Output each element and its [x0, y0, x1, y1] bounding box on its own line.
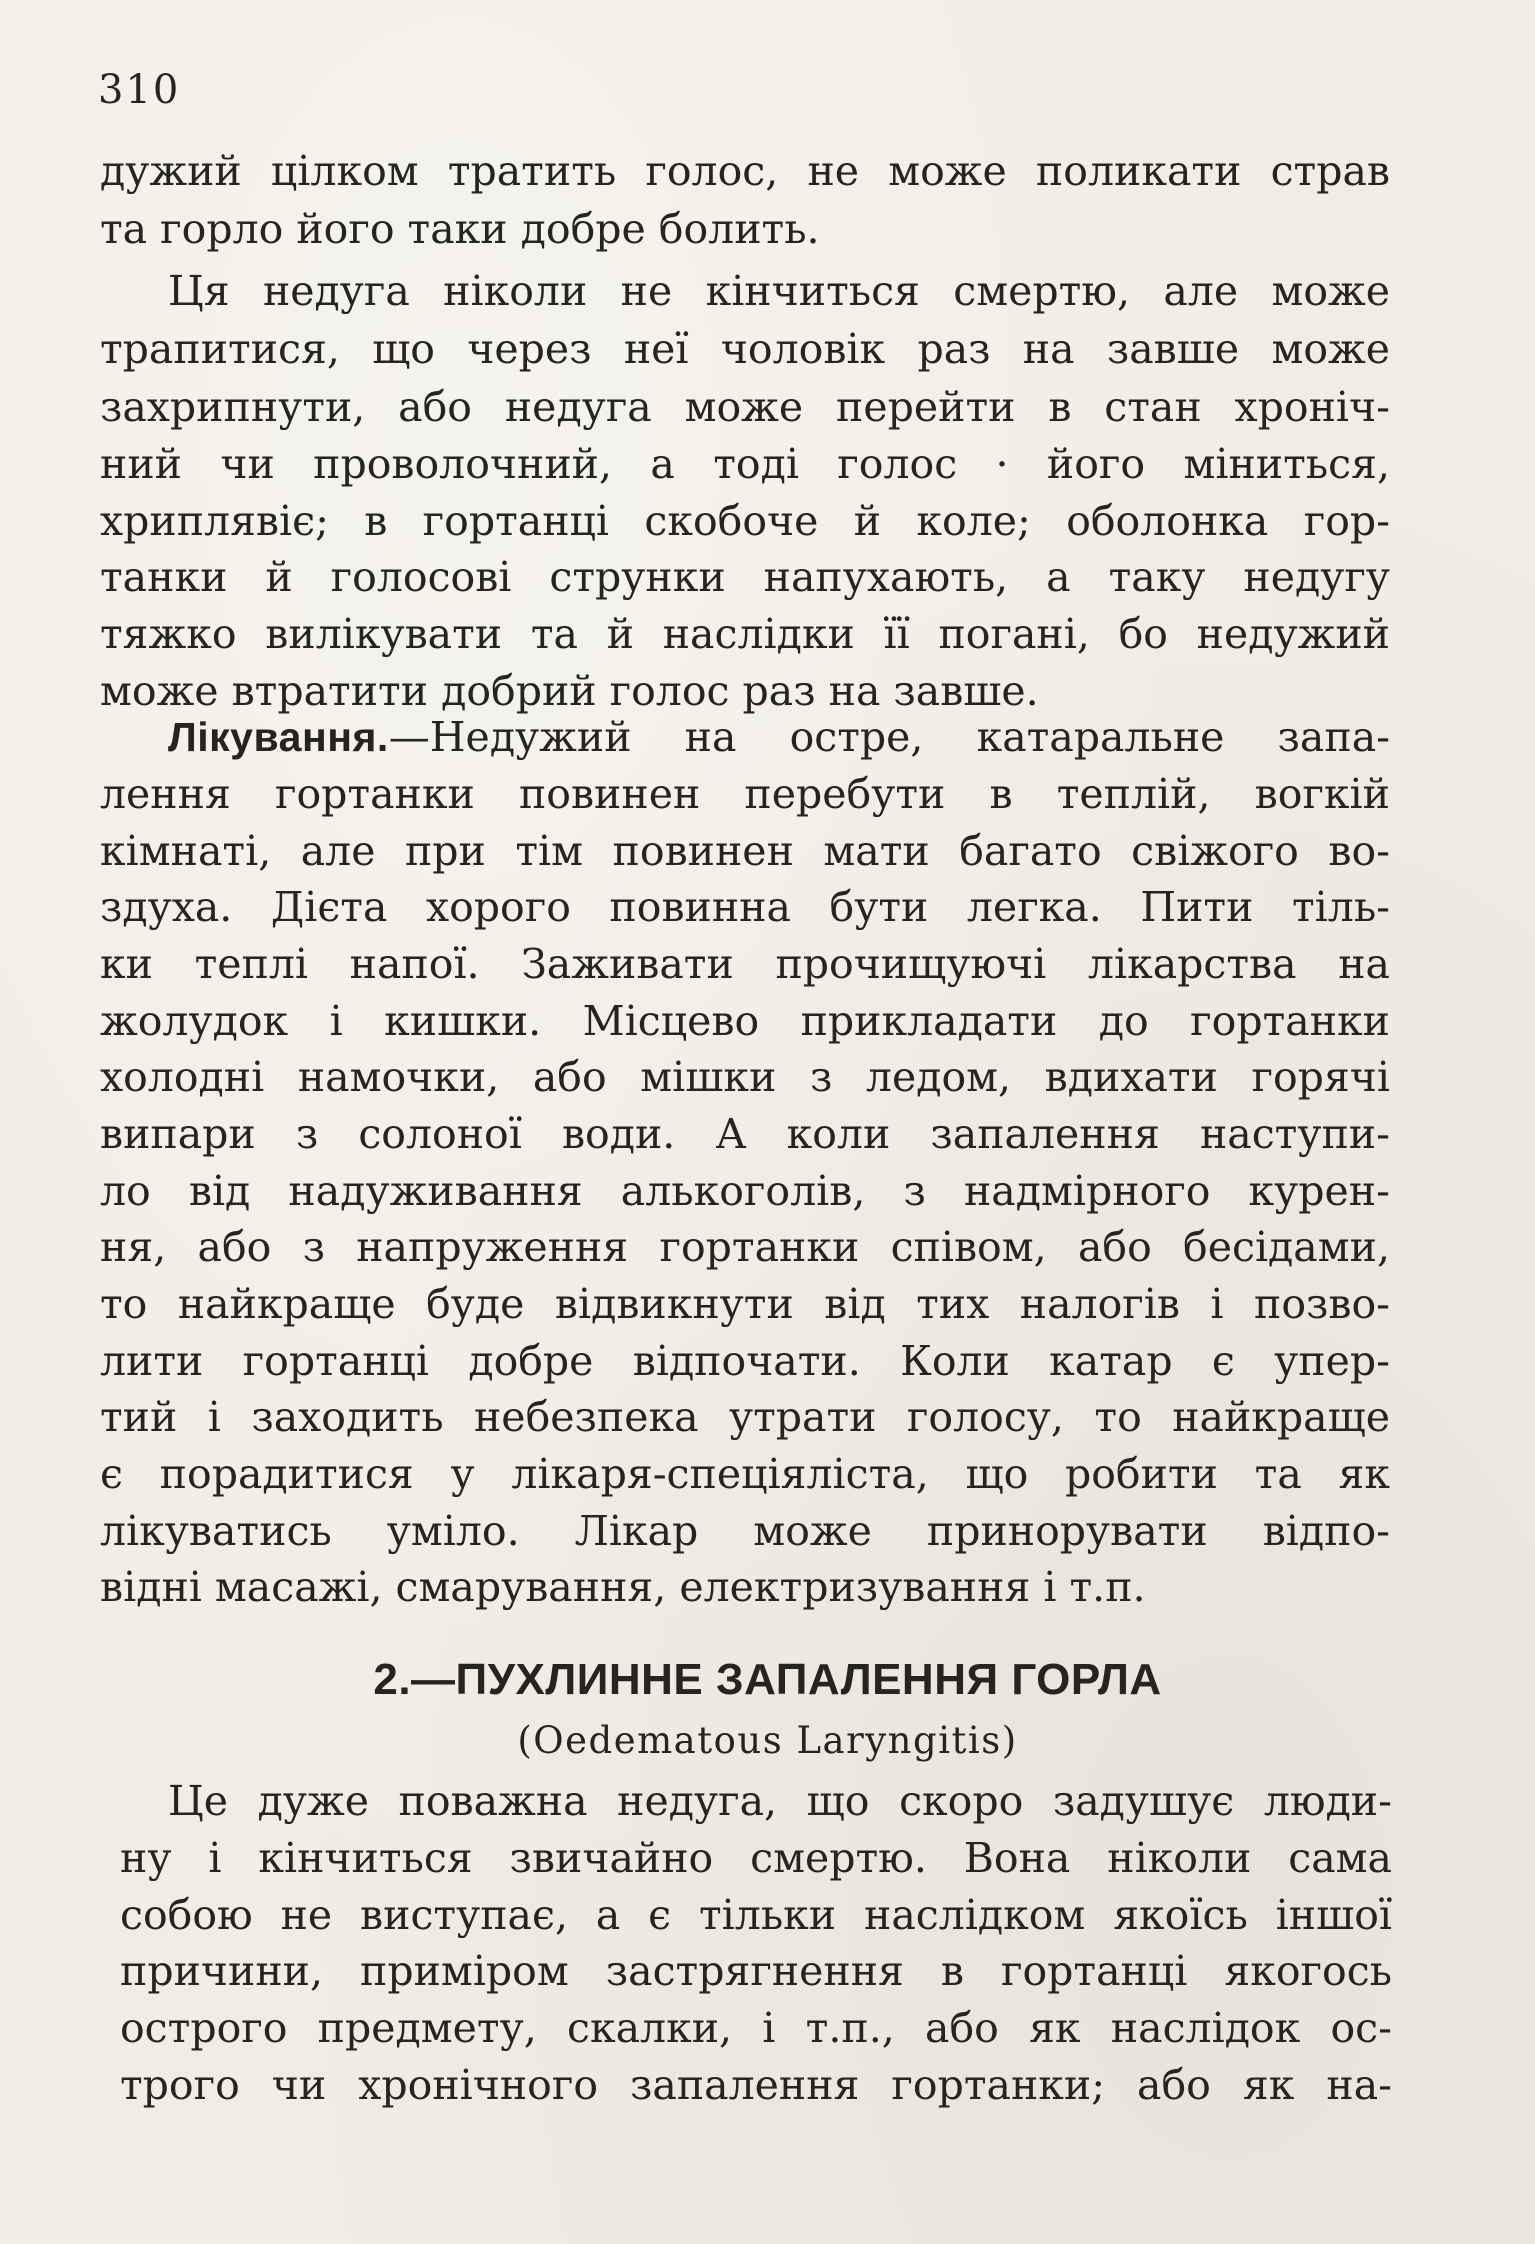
text-line: жолудок і кишки. Місцево прикладати до гортанки [100, 997, 1390, 1045]
text-line: ня, або з напруження гортанки співом, або бесідами, [100, 1223, 1390, 1271]
text-line: острого предмету, скалки, і т.п., або як наслідок ос- [120, 2004, 1392, 2052]
text-line: ки теплі напої. Заживати прочищуючі лікарства на [100, 940, 1390, 988]
text-line: ло від надуживання алькоголів, з надмірного курен- [100, 1167, 1390, 1215]
text-line: може втратити добрий голос раз на завше. [100, 667, 1039, 715]
text-line: лити гортанці добре відпочати. Коли катар є упер- [100, 1337, 1390, 1385]
page-number: 310 [98, 67, 181, 113]
text-line: хриплявіє; в гортанці скобоче й коле; оболонка гор- [100, 497, 1390, 545]
text-line: тяжко вилікувати та й наслідки її погані, бо недужий [100, 610, 1390, 658]
section-heading: 2.—ПУХЛИННЕ ЗАПАЛЕННЯ ГОРЛА [373, 1655, 1162, 1704]
section-subheading: (Oedematous Laryngitis) [517, 1719, 1018, 1762]
text-line: є порадитися у лікаря-спеціяліста, що робити та як [100, 1450, 1390, 1498]
text-line: ний чи проволочний, а тоді голос · його міниться, [100, 440, 1390, 488]
text-line: тий і заходить небезпека утрати голосу, то найкраще [100, 1393, 1390, 1441]
text-line: ну і кінчиться звичайно смертю. Вона ніколи сама [120, 1834, 1392, 1882]
paragraph-first-line: Ця недуга ніколи не кінчиться смертю, але може [168, 267, 1390, 315]
treatment-first-line [168, 708, 1390, 766]
text-line: трапитися, що через неї чоловік раз на завше може [100, 325, 1390, 373]
text-line: захрипнути, або недуга може перейти в стан хроніч- [100, 383, 1390, 431]
text-line: то найкраще буде відвикнути від тих налогів і позво- [100, 1280, 1390, 1328]
text-line: здуха. Дієта хорого повинна бути легка. Пити тіль- [100, 883, 1390, 931]
text-line: танки й голосові струнки напухають, а таку недугу [100, 553, 1390, 601]
text-line: випари з солоної води. А коли запалення наступи- [100, 1110, 1390, 1158]
text-line: причини, приміром застрягнення в гортанці якогось [120, 1947, 1392, 1995]
paragraph-first-line: Це дуже поважна недуга, що скоро задушує люди- [168, 1777, 1392, 1825]
text-line: дужий цілком тратить голос, не може поликати страв [100, 147, 1390, 195]
text-line: кімнаті, але при тім повинен мати багато свіжого во- [100, 827, 1390, 875]
text-line: лення гортанки повинен перебути в теплій, вогкій [100, 770, 1390, 818]
text-line: відні масажі, смарування, електризування і т.п. [100, 1563, 1146, 1611]
text-line: собою не виступає, а є тільки наслідком якоїсь іншої [120, 1891, 1392, 1939]
treatment-heading: Лікування. [168, 714, 389, 760]
text-line: трого чи хронічного запалення гортанки; або як на- [120, 2061, 1392, 2109]
treatment-first-text: —Недужий на остре, катаральне запа- [388, 713, 1390, 761]
text-line: та горло його таки добре болить. [100, 205, 820, 253]
text-line: лікуватись уміло. Лікар може принорувати відпо- [100, 1507, 1390, 1555]
text-line: холодні намочки, або мішки з ледом, вдихати горячі [100, 1053, 1390, 1101]
